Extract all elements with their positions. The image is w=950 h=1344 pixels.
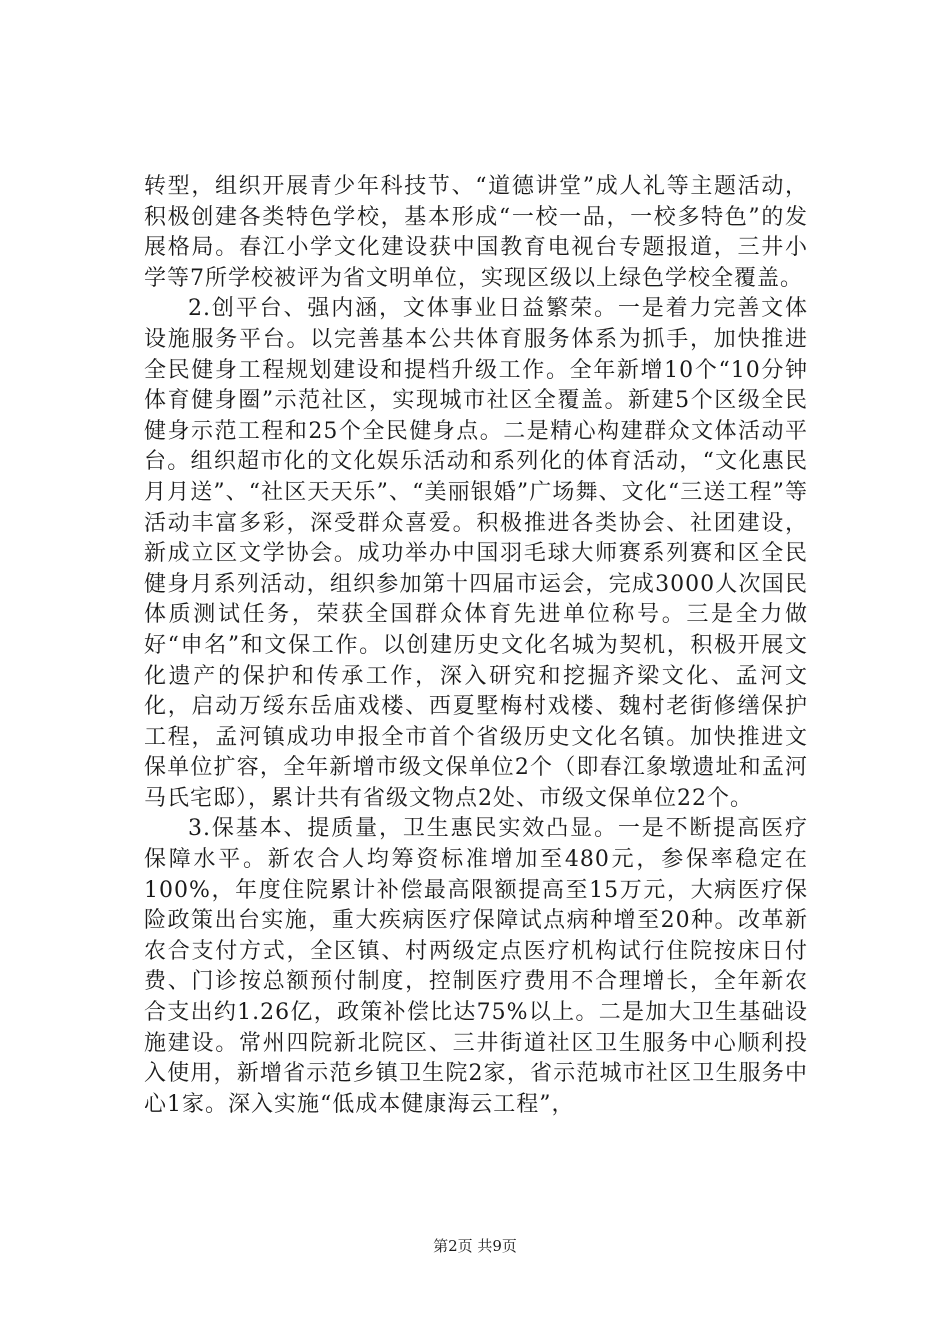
paragraph-continuation: 转型，组织开展青少年科技节、“道德讲堂”成人礼等主题活动，积极创建各类特色学校，基本形成“一校一品，一校多特色”的发展格局。春江小学文化建设获中国教育电视台专题报道，三井小学等7所学校被评为省文明单位，实现区级以上绿色学校全覆盖。 — [144, 174, 808, 291]
paragraph-health: 3.保基本、提质量，卫生惠民实效凸显。一是不断提高医疗保障水平。新农合人均筹资标准增加至480元，参保率稳定在100%，年度住院累计补偿最高限额提高至15万元，大病医疗保险政策出台实施，重大疾病医疗保障试点病种增至20种。改革新农合支付方式，全区镇、村两级定点医疗机构试行住院按床日付费、门诊按总额预付制度，控制医疗费用不合理增长，全年新农合支出约1.26亿，政策补偿比达75%以上。二是加大卫生基础设施建设。常州四院新北院区、三井街道社区卫生服务中心顺利投入使用，新增省示范乡镇卫生院2家，省示范城市社区卫生服务中心1家。深入实施“低成本健康海云工程”， — [144, 816, 808, 1117]
paragraph-culture-sports: 2.创平台、强内涵，文体事业日益繁荣。一是着力完善文体设施服务平台。以完善基本公共体育服务体系为抓手，加快推进全民健身工程规划建设和提档升级工作。全年新增10个“10分钟体育健身圈”示范社区，实现城市社区全覆盖。新建5个区级全民健身示范工程和25个全民健身点。二是精心构建群众文体活动平台。组织超市化的文化娱乐活动和系列化的体育活动，“文化惠民月月送”、“社区天天乐”、“美丽银婚”广场舞、文化“三送工程”等活动丰富多彩，深受群众喜爱。积极推进各类协会、社团建设，新成立区文学协会。成功举办中国羽毛球大师赛系列赛和区全民健身月系列活动，组织参加第十四届市运会，完成3000人次国民体质测试任务，荣获全国群众体育先进单位称号。三是全力做好“申名”和文保工作。以创建历史文化名城为契机，积极开展文化遗产的保护和传承工作，深入研究和挖掘齐梁文化、孟河文化，启动万绥东岳庙戏楼、西夏墅梅村戏楼、魏村老街修缮保护工程，孟河镇成功申报全市首个省级历史文化名镇。加快推进文保单位扩容，全年新增市级文保单位2个（即春江象墩遗址和孟河马氏宅邸），累计共有省级文物点2处、市级文保单位22个。 — [144, 296, 808, 811]
document-body — [144, 172, 808, 1120]
page-number-footer: 第2页 共9页 — [433, 1237, 517, 1255]
